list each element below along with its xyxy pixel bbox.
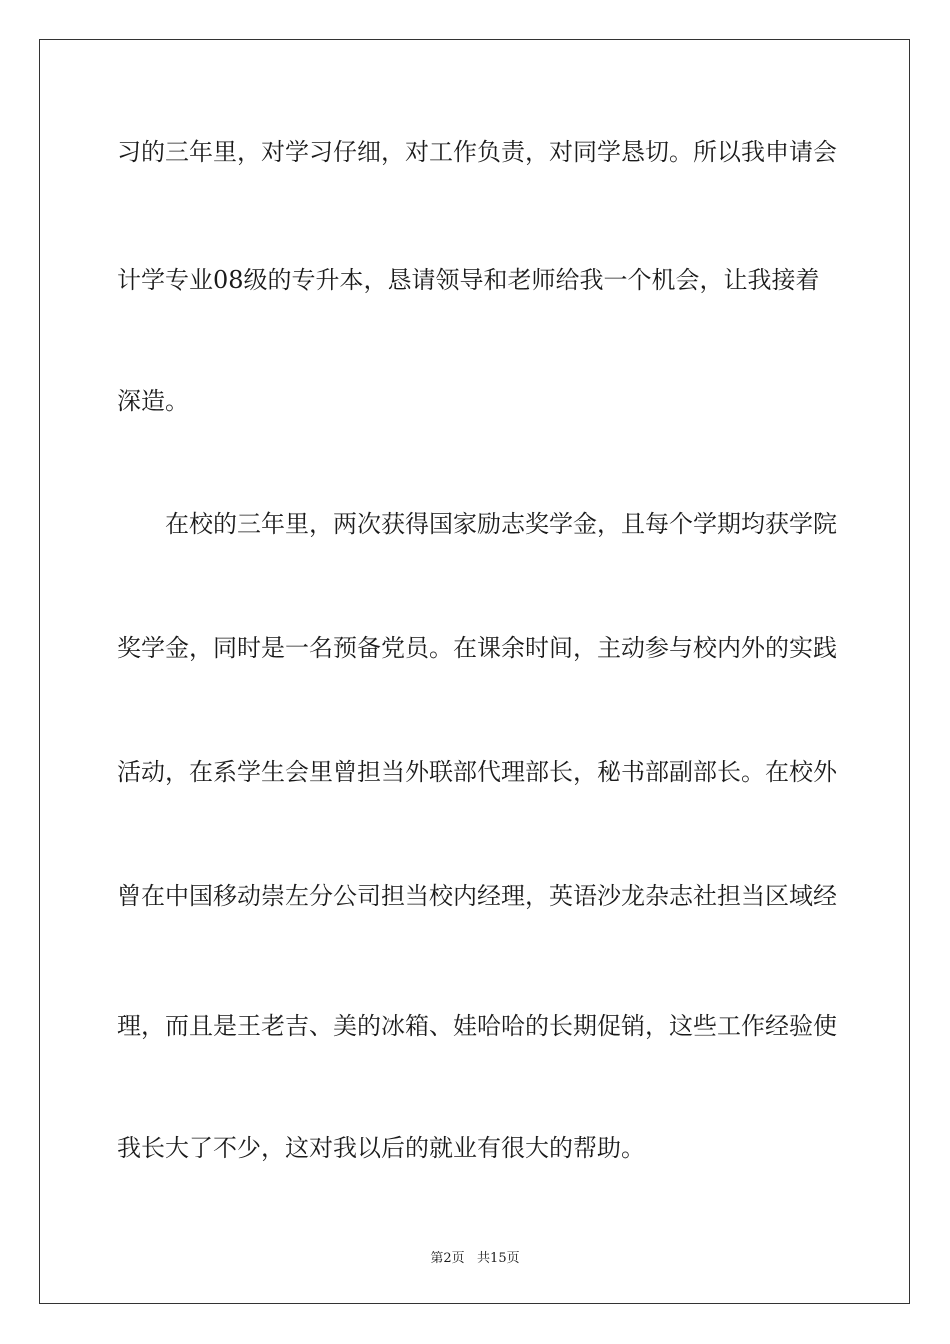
body-line-2: 计学专业08级的专升本，恳请领导和老师给我一个机会，让我接着: [117, 266, 820, 294]
page-number-footer: 第2页 共15页: [430, 1251, 520, 1266]
body-line-9: 我长大了不少，这对我以后的就业有很大的帮助。: [117, 1134, 645, 1162]
page-border: [39, 39, 910, 1304]
body-line-3: 深造。: [117, 387, 189, 415]
body-line-1: 习的三年里，对学习仔细，对工作负责，对同学恳切。所以我申请会: [117, 138, 837, 166]
body-line-8: 理，而且是王老吉、美的冰箱、娃哈哈的长期促销，这些工作经验使: [117, 1012, 837, 1040]
body-line-4-paragraph-start: 在校的三年里，两次获得国家励志奖学金，且每个学期均获学院: [165, 510, 837, 538]
body-line-5: 奖学金，同时是一名预备党员。在课余时间，主动参与校内外的实践: [117, 634, 837, 662]
body-line-6: 活动，在系学生会里曾担当外联部代理部长，秘书部副部长。在校外: [117, 758, 837, 786]
body-line-7: 曾在中国移动崇左分公司担当校内经理，英语沙龙杂志社担当区域经: [117, 882, 837, 910]
